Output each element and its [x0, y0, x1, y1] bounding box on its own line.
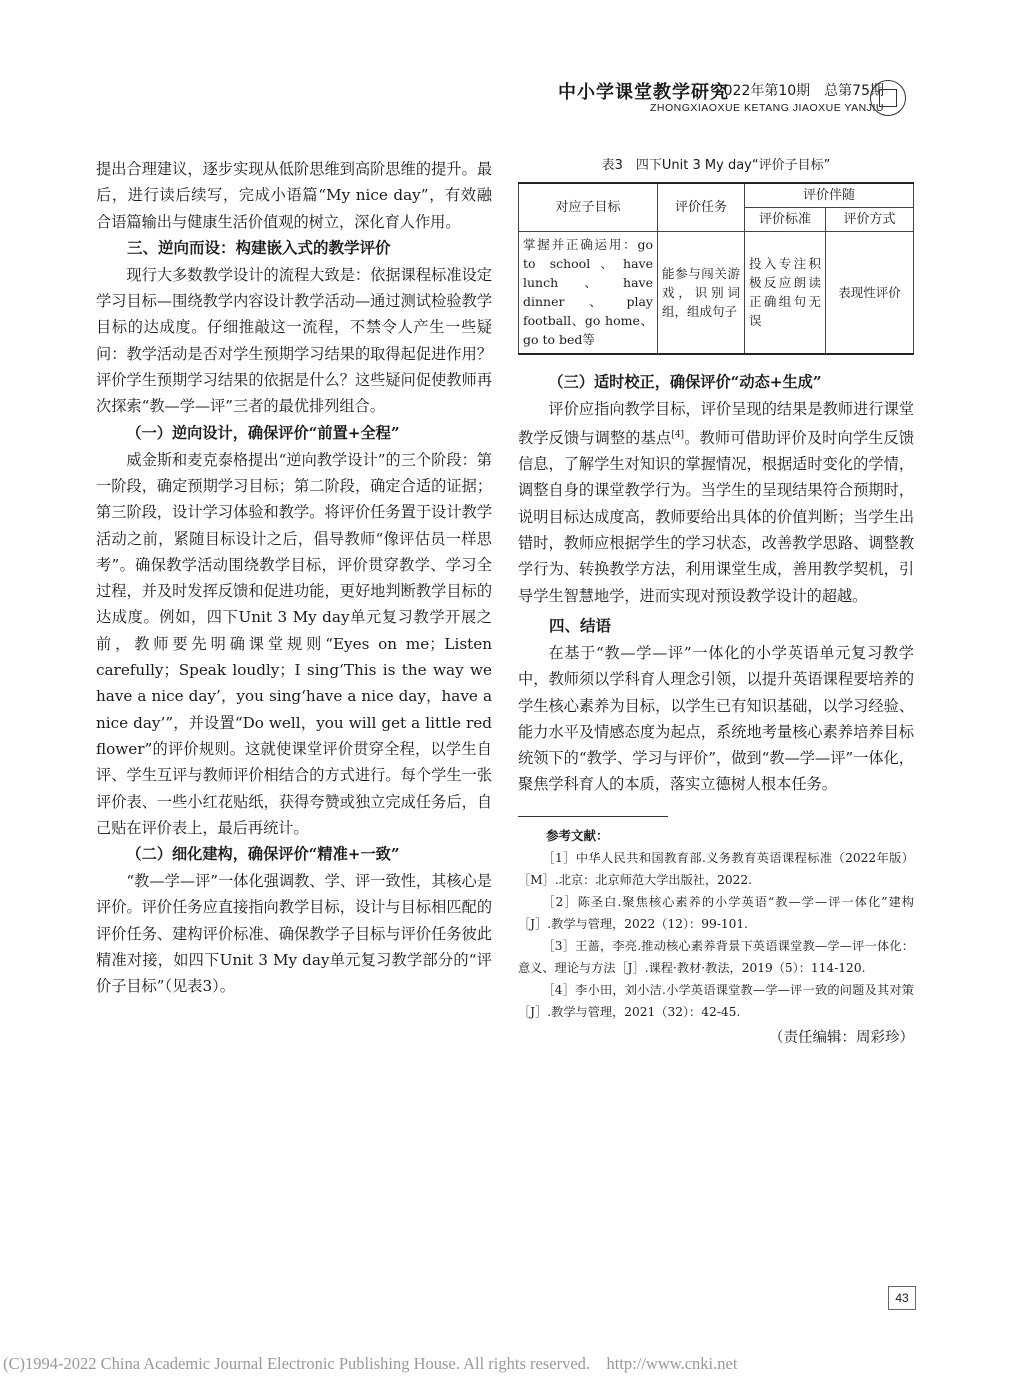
citation-marker: [4] — [671, 429, 685, 440]
table-cell-method: 表现性评价 — [826, 232, 914, 354]
section-heading: 三、逆向而设：构建嵌入式的教学评价 — [127, 238, 391, 257]
table-header-task: 评价任务 — [658, 183, 745, 232]
journal-name: 中小学课堂教学研究 — [558, 82, 729, 103]
references-title: 参考文献： — [546, 827, 609, 843]
paragraph: 威金斯和麦克泰格提出“逆向教学设计”的三个阶段：第一阶段，确定预期学习目标；第二阶段，确定合适的证据；第三阶段，设计学习体验和教学。将评价任务置于设计教学活动之前，紧随目标设计之后，倡导教师“像评估员一样思考”。确保教学活动围绕教学目标，评价贯穿教学、学习全过程，并及时发挥反馈和促进功能，更好地判断教学目标的达成度。例如，四下Unit 3 My day单元复习教学开展之前，教师要先明确课堂规则“Eyes on me；Listen carefully；Speak loudly；I sing‘This is the way we have a nice day’，you sing‘have a nice day，have a nice day’”，并设置“Do well，you will get a little red flower”的评价规则。这就使课堂评价贯穿全程，以学生自评、学生互评与教师评价相结合的方式进行。每个学生一张评价表、一些小红花贴纸，获得夸赞或独立完成任务后，自己贴在评价表上，最后再统计。 — [96, 450, 492, 837]
subsection-heading: （三）适时校正，确保评价“动态+生成” — [548, 372, 822, 391]
running-header — [464, 74, 884, 124]
paragraph: 在基于“教—学—评”一体化的小学英语单元复习教学中，教师须以学科育人理念引领，以提升英语课程要培养的学生核心素养为目标，以学生已有知识基础，以学习经验、能力水平及情感态度为起点，系统地考量核心素养培养目标统领下的“教学、学习与评价”，做到“教—学—评”一体化，聚焦学科育人的本质，落实立德树人根本任务。 — [518, 643, 914, 794]
journal-logo-icon — [870, 80, 906, 116]
table-cell-standard: 投入专注积极反应朗读正确组句无误 — [745, 232, 826, 354]
table-header-standard: 评价标准 — [745, 208, 826, 232]
evaluation-table — [518, 182, 914, 355]
editor-credit: （责任编辑：周彩珍） — [769, 1029, 914, 1046]
section-heading: 四、结语 — [549, 616, 612, 635]
right-column — [518, 156, 914, 1051]
copyright-notice: (C)1994-2022 China Academic Journal Electronic Publishing House. All rights reserved. http://www.cnki.net — [3, 1354, 738, 1373]
left-column — [96, 156, 492, 1000]
journal-pinyin: ZHONGXIAOXUE KETANG JIAOXUE YANJIU — [649, 102, 884, 114]
reference-item: ［4］李小田，刘小洁.小学英语课堂教—学—评一致的问题及其对策［J］.教学与管理，2021（32）：42-45. — [518, 982, 914, 1019]
table-header-method: 评价方式 — [826, 208, 914, 232]
reference-item: ［2］陈圣白.聚焦核心素养的小学英语“教—学—评一体化”建构［J］.教学与管理，2022（12）：99-101. — [518, 894, 914, 931]
references-divider — [518, 816, 668, 817]
table-header-goal: 对应子目标 — [519, 183, 658, 232]
paragraph: 现行大多数教学设计的流程大致是：依据课程标准设定学习目标—围绕教学内容设计教学活动—通过测试检验教学目标的达成度。仔细推敲这一流程，不禁令人产生一些疑问：教学活动是否对学生预期学习结果的取得起促进作用？评价学生预期学习结果的依据是什么？这些疑问促使教师再次探索“教—学—评”三者的最优排列组合。 — [96, 265, 492, 416]
paragraph-text: 。教师可借助评价及时向学生反馈信息，了解学生对知识的掌握情况，根据适时变化的学情，调整自身的课堂教学行为。当学生的呈现结果符合预期时，说明目标达成度高，教师要给出具体的价值判断；当学生出错时，教师应根据学生的学习状态，改善教学思路、调整教学行为、转换教学方法，利用课堂生成，善用教学契机，引导学生智慧地学，进而实现对预设教学设计的超越。 — [518, 428, 915, 605]
paragraph: 提出合理建议，逐步实现从低阶思维到高阶思维的提升。最后，进行读后续写，完成小语篇“My nice day”，有效融合语篇输出与健康生活价值观的树立，深化育人作用。 — [96, 160, 492, 231]
table-cell-goal: 掌握并正确运用：go to school、have lunch、have dinner、play football、go home、go to bed等 — [519, 232, 658, 354]
paragraph: “教—学—评”一体化强调教、学、评一致性，其核心是评价。评价任务应直接指向教学目标，设计与目标相匹配的评价任务、建构评价标准、确保教学子目标与评价任务彼此精准对接，如四下Unit 3 My day单元复习教学部分的“评价子目标”（见表3）。 — [96, 872, 492, 996]
page-number: 43 — [888, 1286, 916, 1310]
table-cell-task: 能参与闯关游戏，识别词组，组成句子 — [658, 232, 745, 354]
table-header-accompany: 评价伴随 — [745, 183, 914, 208]
reference-item: ［3］王蔷，李亮.推动核心素养背景下英语课堂教—学—评一体化：意义、理论与方法［J］.课程·教材·教法，2019（5）：114-120. — [518, 938, 914, 975]
reference-item: ［1］中华人民共和国教育部.义务教育英语课程标准（2022年版）［M］.北京：北京师范大学出版社，2022. — [518, 850, 914, 887]
table-caption: 表3 四下Unit 3 My day“评价子目标” — [601, 158, 831, 173]
subsection-heading: （一）逆向设计，确保评价“前置+全程” — [126, 423, 400, 442]
issue-info: 2022年第10期 总第75期 — [714, 83, 884, 99]
subsection-heading: （二）细化建构，确保评价“精准+一致” — [126, 845, 400, 864]
paragraph-text: 评价应指向教学目标，评价呈现的结果是教师进行课堂教学反馈与调整的基点 — [518, 399, 914, 447]
paragraph — [518, 396, 914, 609]
